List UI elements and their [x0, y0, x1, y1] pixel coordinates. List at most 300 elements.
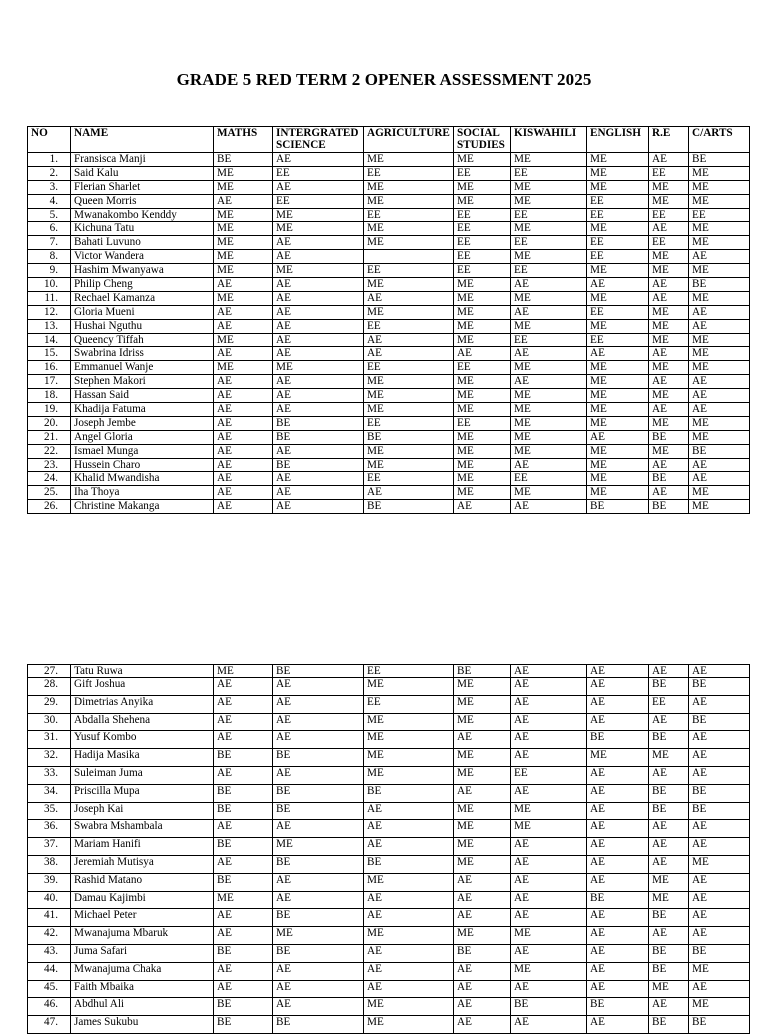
- cell-c-arts: ME: [689, 180, 750, 194]
- cell-integrated-science: AE: [273, 319, 364, 333]
- cell-kiswahili: ME: [511, 444, 587, 458]
- cell-integrated-science: BE: [273, 416, 364, 430]
- header-agriculture: AGRICULTURE: [364, 127, 454, 153]
- cell-kiswahili: AE: [511, 855, 587, 873]
- cell-re: AE: [649, 838, 689, 856]
- cell-maths: BE: [214, 784, 273, 802]
- cell-re: AE: [649, 153, 689, 167]
- cell-social-studies: AE: [454, 909, 511, 927]
- cell-agriculture: AE: [364, 838, 454, 856]
- table-row: [28, 236, 750, 250]
- cell-name: Iha Thoya: [71, 486, 214, 500]
- cell-name: Swabrina Idriss: [71, 347, 214, 361]
- cell-name: Michael Peter: [71, 909, 214, 927]
- cell-kiswahili: EE: [511, 236, 587, 250]
- cell-social-studies: ME: [454, 838, 511, 856]
- table-row: [28, 873, 750, 891]
- cell-kiswahili: ME: [511, 486, 587, 500]
- cell-maths: BE: [214, 153, 273, 167]
- cell-integrated-science: BE: [273, 1016, 364, 1034]
- cell-kiswahili: AE: [511, 749, 587, 767]
- cell-integrated-science: AE: [273, 678, 364, 696]
- table-row: [28, 891, 750, 909]
- cell-name: Rashid Matano: [71, 873, 214, 891]
- assessment-table-part-1: [27, 126, 750, 514]
- cell-english: AE: [587, 1016, 649, 1034]
- cell-re: BE: [649, 909, 689, 927]
- table-row: [28, 430, 750, 444]
- cell-maths: AE: [214, 472, 273, 486]
- cell-maths: BE: [214, 838, 273, 856]
- cell-re: BE: [649, 678, 689, 696]
- cell-name: Ismael Munga: [71, 444, 214, 458]
- cell-agriculture: ME: [364, 927, 454, 945]
- cell-name: Tatu Ruwa: [71, 665, 214, 678]
- cell-agriculture: ME: [364, 998, 454, 1016]
- cell-kiswahili: ME: [511, 153, 587, 167]
- cell-english: ME: [587, 319, 649, 333]
- cell-no: 6.: [28, 222, 71, 236]
- cell-agriculture: ME: [364, 180, 454, 194]
- table-body-part-1: [28, 153, 750, 514]
- cell-english: AE: [587, 784, 649, 802]
- cell-english: ME: [587, 166, 649, 180]
- cell-agriculture: ME: [364, 713, 454, 731]
- cell-name: Abdhul Ali: [71, 998, 214, 1016]
- cell-name: Kichuna Tatu: [71, 222, 214, 236]
- cell-c-arts: AE: [689, 820, 750, 838]
- cell-integrated-science: BE: [273, 430, 364, 444]
- cell-english: AE: [587, 838, 649, 856]
- cell-name: Mwanakombo Kenddy: [71, 208, 214, 222]
- table-row: [28, 731, 750, 749]
- cell-re: AE: [649, 403, 689, 417]
- cell-social-studies: BE: [454, 944, 511, 962]
- cell-integrated-science: EE: [273, 166, 364, 180]
- cell-no: 15.: [28, 347, 71, 361]
- cell-english: ME: [587, 153, 649, 167]
- table-row: [28, 802, 750, 820]
- table-row: [28, 927, 750, 945]
- cell-re: BE: [649, 944, 689, 962]
- table-row: [28, 305, 750, 319]
- cell-re: EE: [649, 236, 689, 250]
- cell-name: Swabra Mshambala: [71, 820, 214, 838]
- cell-integrated-science: AE: [273, 998, 364, 1016]
- cell-re: AE: [649, 375, 689, 389]
- assessment-table-part-2: [27, 664, 750, 1034]
- cell-social-studies: EE: [454, 222, 511, 236]
- cell-no: 19.: [28, 403, 71, 417]
- cell-agriculture: EE: [364, 264, 454, 278]
- table-row: [28, 208, 750, 222]
- cell-english: ME: [587, 361, 649, 375]
- cell-no: 22.: [28, 444, 71, 458]
- table-row: [28, 909, 750, 927]
- cell-c-arts: BE: [689, 944, 750, 962]
- cell-social-studies: EE: [454, 236, 511, 250]
- cell-no: 31.: [28, 731, 71, 749]
- cell-c-arts: AE: [689, 927, 750, 945]
- cell-agriculture: [364, 250, 454, 264]
- cell-english: BE: [587, 891, 649, 909]
- cell-social-studies: EE: [454, 416, 511, 430]
- cell-integrated-science: AE: [273, 695, 364, 713]
- table-row: [28, 389, 750, 403]
- table-row: [28, 980, 750, 998]
- cell-agriculture: AE: [364, 291, 454, 305]
- cell-english: AE: [587, 873, 649, 891]
- cell-c-arts: ME: [689, 347, 750, 361]
- cell-integrated-science: AE: [273, 403, 364, 417]
- cell-maths: ME: [214, 166, 273, 180]
- table-row: [28, 458, 750, 472]
- cell-agriculture: ME: [364, 375, 454, 389]
- cell-c-arts: ME: [689, 291, 750, 305]
- cell-c-arts: ME: [689, 486, 750, 500]
- table-row: [28, 222, 750, 236]
- cell-english: ME: [587, 458, 649, 472]
- cell-name: Mwanajuma Mbaruk: [71, 927, 214, 945]
- cell-social-studies: ME: [454, 472, 511, 486]
- cell-integrated-science: BE: [273, 944, 364, 962]
- cell-kiswahili: AE: [511, 678, 587, 696]
- cell-kiswahili: EE: [511, 333, 587, 347]
- cell-english: AE: [587, 766, 649, 784]
- cell-re: BE: [649, 731, 689, 749]
- cell-kiswahili: ME: [511, 430, 587, 444]
- cell-name: Faith Mbaika: [71, 980, 214, 998]
- cell-re: ME: [649, 444, 689, 458]
- cell-no: 16.: [28, 361, 71, 375]
- cell-agriculture: AE: [364, 802, 454, 820]
- cell-c-arts: AE: [689, 749, 750, 767]
- cell-kiswahili: EE: [511, 472, 587, 486]
- cell-social-studies: ME: [454, 713, 511, 731]
- cell-maths: AE: [214, 486, 273, 500]
- cell-english: ME: [587, 486, 649, 500]
- cell-maths: ME: [214, 250, 273, 264]
- cell-english: EE: [587, 194, 649, 208]
- cell-name: Gift Joshua: [71, 678, 214, 696]
- cell-english: AE: [587, 713, 649, 731]
- cell-name: Khadija Fatuma: [71, 403, 214, 417]
- page-title: GRADE 5 RED TERM 2 OPENER ASSESSMENT 2025: [176, 70, 592, 89]
- cell-english: BE: [587, 998, 649, 1016]
- cell-name: Joseph Jembe: [71, 416, 214, 430]
- cell-kiswahili: AE: [511, 695, 587, 713]
- cell-integrated-science: AE: [273, 500, 364, 514]
- table-row: [28, 855, 750, 873]
- cell-social-studies: ME: [454, 444, 511, 458]
- table-row: [28, 1016, 750, 1034]
- cell-maths: AE: [214, 927, 273, 945]
- cell-integrated-science: AE: [273, 766, 364, 784]
- cell-english: ME: [587, 444, 649, 458]
- cell-c-arts: ME: [689, 962, 750, 980]
- cell-integrated-science: ME: [273, 208, 364, 222]
- cell-re: ME: [649, 749, 689, 767]
- cell-name: Philip Cheng: [71, 278, 214, 292]
- cell-c-arts: BE: [689, 1016, 750, 1034]
- cell-maths: BE: [214, 998, 273, 1016]
- cell-social-studies: ME: [454, 291, 511, 305]
- cell-agriculture: ME: [364, 403, 454, 417]
- table-row: [28, 291, 750, 305]
- cell-social-studies: ME: [454, 486, 511, 500]
- cell-c-arts: AE: [689, 472, 750, 486]
- cell-no: 32.: [28, 749, 71, 767]
- cell-re: BE: [649, 802, 689, 820]
- cell-english: EE: [587, 208, 649, 222]
- cell-agriculture: EE: [364, 472, 454, 486]
- cell-integrated-science: AE: [273, 731, 364, 749]
- cell-social-studies: ME: [454, 403, 511, 417]
- cell-c-arts: AE: [689, 305, 750, 319]
- cell-maths: AE: [214, 403, 273, 417]
- cell-re: AE: [649, 347, 689, 361]
- cell-maths: ME: [214, 180, 273, 194]
- cell-integrated-science: AE: [273, 333, 364, 347]
- cell-integrated-science: AE: [273, 891, 364, 909]
- cell-name: Angel Gloria: [71, 430, 214, 444]
- cell-name: Damau Kajimbi: [71, 891, 214, 909]
- header-social-studies: SOCIAL STUDIES: [454, 127, 511, 153]
- cell-integrated-science: AE: [273, 486, 364, 500]
- cell-c-arts: AE: [689, 838, 750, 856]
- cell-no: 38.: [28, 855, 71, 873]
- cell-maths: AE: [214, 909, 273, 927]
- cell-agriculture: ME: [364, 305, 454, 319]
- cell-social-studies: AE: [454, 500, 511, 514]
- cell-agriculture: AE: [364, 820, 454, 838]
- cell-maths: ME: [214, 333, 273, 347]
- cell-c-arts: ME: [689, 194, 750, 208]
- cell-name: Khalid Mwandisha: [71, 472, 214, 486]
- cell-social-studies: ME: [454, 375, 511, 389]
- cell-social-studies: ME: [454, 180, 511, 194]
- cell-integrated-science: AE: [273, 472, 364, 486]
- table-row: [28, 695, 750, 713]
- cell-maths: ME: [214, 222, 273, 236]
- cell-name: Mwanajuma Chaka: [71, 962, 214, 980]
- cell-social-studies: ME: [454, 333, 511, 347]
- cell-c-arts: AE: [689, 389, 750, 403]
- cell-kiswahili: ME: [511, 416, 587, 430]
- cell-no: 13.: [28, 319, 71, 333]
- cell-agriculture: AE: [364, 333, 454, 347]
- cell-social-studies: ME: [454, 389, 511, 403]
- cell-c-arts: AE: [689, 319, 750, 333]
- cell-no: 27.: [28, 665, 71, 678]
- cell-name: Hussein Charo: [71, 458, 214, 472]
- cell-social-studies: ME: [454, 766, 511, 784]
- cell-c-arts: AE: [689, 250, 750, 264]
- cell-c-arts: BE: [689, 802, 750, 820]
- cell-social-studies: AE: [454, 873, 511, 891]
- cell-c-arts: ME: [689, 500, 750, 514]
- cell-maths: AE: [214, 375, 273, 389]
- table-row: [28, 766, 750, 784]
- cell-no: 14.: [28, 333, 71, 347]
- cell-maths: AE: [214, 444, 273, 458]
- cell-name: Gloria Mueni: [71, 305, 214, 319]
- cell-c-arts: BE: [689, 278, 750, 292]
- cell-kiswahili: ME: [511, 962, 587, 980]
- cell-kiswahili: ME: [511, 389, 587, 403]
- cell-maths: ME: [214, 264, 273, 278]
- cell-social-studies: AE: [454, 998, 511, 1016]
- cell-name: Hashim Mwanyawa: [71, 264, 214, 278]
- cell-re: ME: [649, 891, 689, 909]
- cell-integrated-science: BE: [273, 784, 364, 802]
- cell-c-arts: AE: [689, 375, 750, 389]
- table-row: [28, 375, 750, 389]
- table-row: [28, 180, 750, 194]
- cell-social-studies: ME: [454, 430, 511, 444]
- cell-integrated-science: ME: [273, 838, 364, 856]
- cell-agriculture: ME: [364, 749, 454, 767]
- cell-english: AE: [587, 909, 649, 927]
- cell-kiswahili: AE: [511, 713, 587, 731]
- cell-kiswahili: ME: [511, 403, 587, 417]
- cell-maths: AE: [214, 278, 273, 292]
- cell-maths: AE: [214, 766, 273, 784]
- cell-agriculture: ME: [364, 766, 454, 784]
- cell-social-studies: ME: [454, 458, 511, 472]
- cell-c-arts: BE: [689, 678, 750, 696]
- cell-no: 28.: [28, 678, 71, 696]
- cell-english: AE: [587, 430, 649, 444]
- cell-kiswahili: EE: [511, 166, 587, 180]
- cell-maths: AE: [214, 389, 273, 403]
- cell-social-studies: ME: [454, 153, 511, 167]
- cell-no: 23.: [28, 458, 71, 472]
- table-row: [28, 361, 750, 375]
- cell-integrated-science: AE: [273, 873, 364, 891]
- cell-no: 44.: [28, 962, 71, 980]
- cell-no: 33.: [28, 766, 71, 784]
- cell-social-studies: AE: [454, 891, 511, 909]
- cell-agriculture: EE: [364, 416, 454, 430]
- cell-english: BE: [587, 731, 649, 749]
- cell-maths: AE: [214, 319, 273, 333]
- cell-integrated-science: AE: [273, 305, 364, 319]
- cell-c-arts: AE: [689, 909, 750, 927]
- table-row: [28, 784, 750, 802]
- cell-re: AE: [649, 713, 689, 731]
- cell-maths: AE: [214, 416, 273, 430]
- cell-maths: ME: [214, 361, 273, 375]
- cell-integrated-science: AE: [273, 180, 364, 194]
- cell-no: 2.: [28, 166, 71, 180]
- cell-agriculture: EE: [364, 208, 454, 222]
- cell-c-arts: AE: [689, 980, 750, 998]
- cell-name: Jeremiah Mutisya: [71, 855, 214, 873]
- cell-re: ME: [649, 180, 689, 194]
- cell-maths: AE: [214, 678, 273, 696]
- cell-maths: BE: [214, 873, 273, 891]
- cell-name: Suleiman Juma: [71, 766, 214, 784]
- cell-c-arts: ME: [689, 166, 750, 180]
- cell-name: Queency Tiffah: [71, 333, 214, 347]
- cell-c-arts: AE: [689, 403, 750, 417]
- cell-no: 1.: [28, 153, 71, 167]
- cell-c-arts: ME: [689, 361, 750, 375]
- cell-kiswahili: AE: [511, 458, 587, 472]
- cell-maths: AE: [214, 713, 273, 731]
- cell-maths: ME: [214, 665, 273, 678]
- cell-integrated-science: EE: [273, 194, 364, 208]
- cell-english: ME: [587, 264, 649, 278]
- cell-c-arts: ME: [689, 222, 750, 236]
- cell-no: 12.: [28, 305, 71, 319]
- cell-re: AE: [649, 855, 689, 873]
- table-row: [28, 403, 750, 417]
- cell-english: EE: [587, 250, 649, 264]
- cell-name: Abdalla Shehena: [71, 713, 214, 731]
- cell-english: AE: [587, 944, 649, 962]
- cell-name: Fransisca Manji: [71, 153, 214, 167]
- table-row: [28, 166, 750, 180]
- table-row: [28, 444, 750, 458]
- cell-kiswahili: AE: [511, 278, 587, 292]
- cell-re: AE: [649, 927, 689, 945]
- cell-english: AE: [587, 927, 649, 945]
- cell-no: 30.: [28, 713, 71, 731]
- cell-english: ME: [587, 180, 649, 194]
- cell-maths: ME: [214, 208, 273, 222]
- cell-name: Bahati Luvuno: [71, 236, 214, 250]
- cell-maths: BE: [214, 944, 273, 962]
- cell-name: Priscilla Mupa: [71, 784, 214, 802]
- cell-maths: ME: [214, 236, 273, 250]
- cell-agriculture: ME: [364, 1016, 454, 1034]
- cell-no: 8.: [28, 250, 71, 264]
- cell-re: BE: [649, 1016, 689, 1034]
- cell-kiswahili: AE: [511, 873, 587, 891]
- cell-c-arts: EE: [689, 208, 750, 222]
- cell-name: Juma Safari: [71, 944, 214, 962]
- header-maths: MATHS: [214, 127, 273, 153]
- cell-re: BE: [649, 784, 689, 802]
- cell-re: EE: [649, 695, 689, 713]
- cell-no: 24.: [28, 472, 71, 486]
- cell-no: 43.: [28, 944, 71, 962]
- cell-english: AE: [587, 347, 649, 361]
- cell-re: AE: [649, 998, 689, 1016]
- cell-name: Joseph Kai: [71, 802, 214, 820]
- cell-maths: ME: [214, 891, 273, 909]
- cell-maths: AE: [214, 695, 273, 713]
- cell-english: AE: [587, 278, 649, 292]
- cell-integrated-science: ME: [273, 361, 364, 375]
- header-english: ENGLISH: [587, 127, 649, 153]
- cell-re: BE: [649, 472, 689, 486]
- cell-re: ME: [649, 980, 689, 998]
- table-row: [28, 820, 750, 838]
- cell-c-arts: AE: [689, 665, 750, 678]
- table-row: [28, 416, 750, 430]
- cell-integrated-science: BE: [273, 665, 364, 678]
- cell-name: Said Kalu: [71, 166, 214, 180]
- cell-name: Yusuf Kombo: [71, 731, 214, 749]
- cell-english: AE: [587, 695, 649, 713]
- cell-maths: AE: [214, 731, 273, 749]
- cell-kiswahili: AE: [511, 500, 587, 514]
- cell-integrated-science: AE: [273, 347, 364, 361]
- cell-agriculture: ME: [364, 389, 454, 403]
